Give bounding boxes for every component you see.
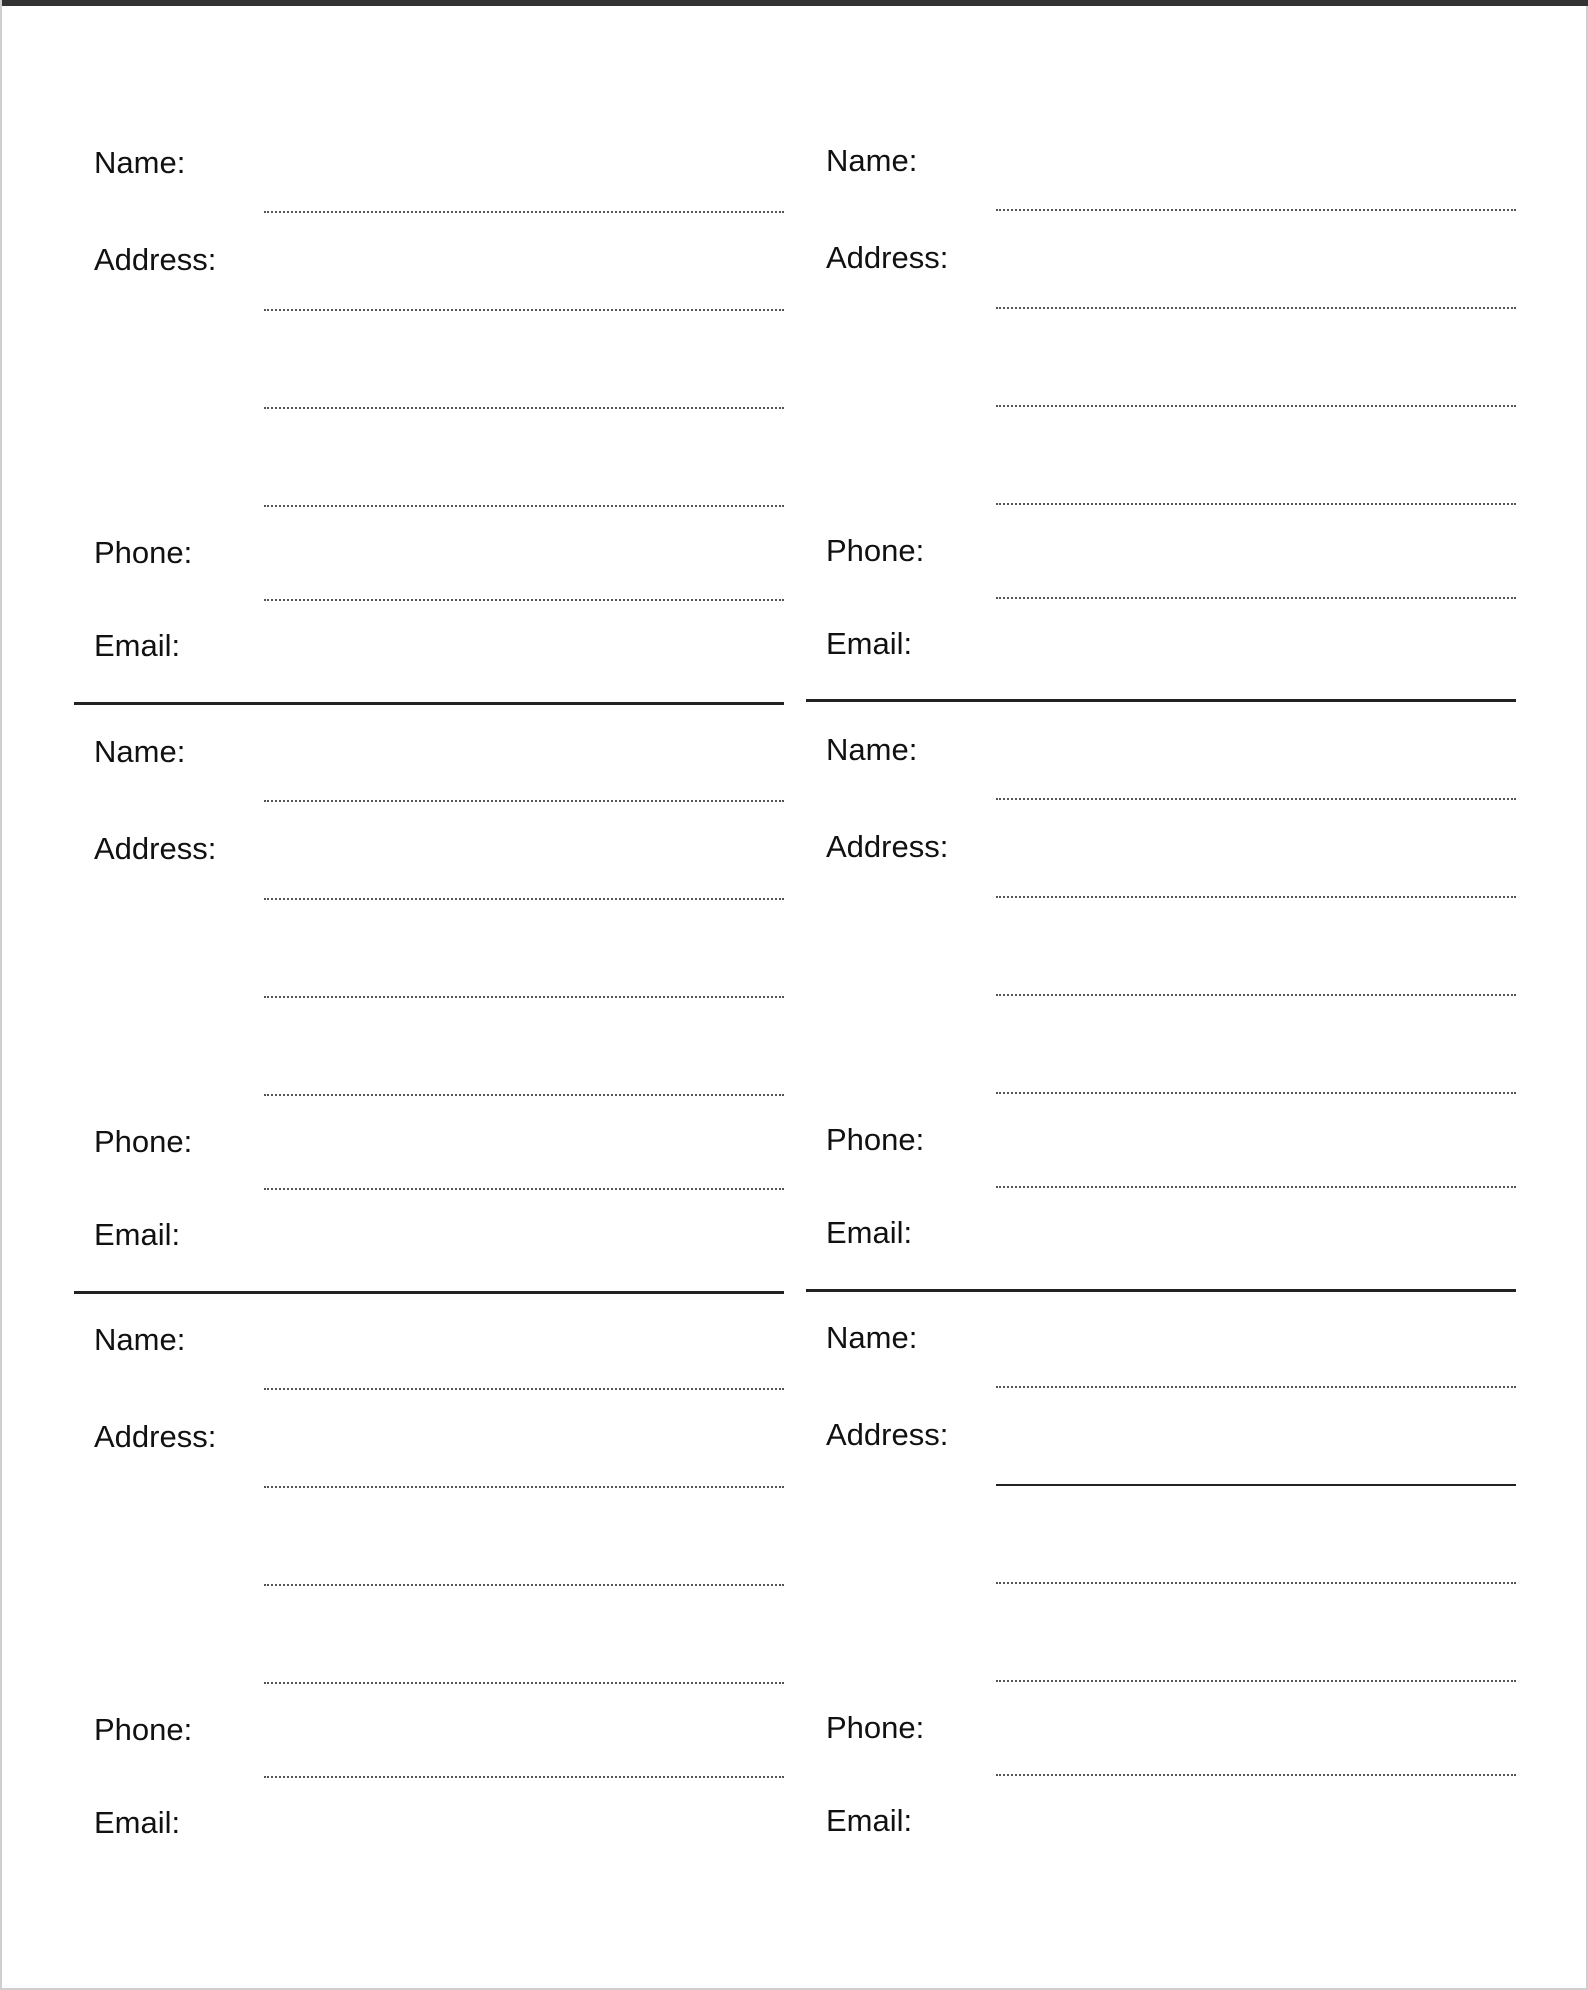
phone-line[interactable]	[264, 1188, 784, 1190]
name-label: Name:	[826, 732, 918, 767]
address-label: Address:	[826, 1417, 949, 1452]
address-line-3[interactable]	[264, 1682, 784, 1684]
name-label: Name:	[94, 734, 186, 769]
window-top-edge	[2, 0, 1588, 6]
phone-line[interactable]	[264, 1776, 784, 1778]
address-label: Address:	[94, 1419, 217, 1454]
separator-line	[806, 1289, 1516, 1292]
address-line-1[interactable]	[264, 1486, 784, 1488]
contact-card-3	[74, 734, 784, 1294]
address-line-1[interactable]	[996, 1484, 1516, 1486]
address-line-2[interactable]	[996, 1582, 1516, 1584]
address-label: Address:	[826, 240, 949, 275]
name-line[interactable]	[264, 1388, 784, 1390]
address-line-2[interactable]	[264, 407, 784, 409]
address-line-1[interactable]	[264, 309, 784, 311]
address-line-3[interactable]	[996, 1680, 1516, 1682]
email-label: Email:	[94, 1217, 181, 1252]
phone-label: Phone:	[94, 1712, 193, 1747]
phone-label: Phone:	[94, 1124, 193, 1159]
name-label: Name:	[826, 143, 918, 178]
address-line-3[interactable]	[996, 1092, 1516, 1094]
address-line-1[interactable]	[996, 307, 1516, 309]
name-line[interactable]	[996, 1386, 1516, 1388]
email-label: Email:	[826, 1215, 913, 1250]
address-label: Address:	[826, 829, 949, 864]
contact-card-5	[74, 1322, 784, 1882]
name-label: Name:	[94, 145, 186, 180]
address-line-2[interactable]	[264, 1584, 784, 1586]
address-line-2[interactable]	[264, 996, 784, 998]
contact-card-1	[74, 145, 784, 705]
phone-label: Phone:	[826, 533, 925, 568]
name-label: Name:	[94, 1322, 186, 1357]
phone-line[interactable]	[264, 599, 784, 601]
separator-line	[74, 1291, 784, 1294]
phone-label: Phone:	[94, 535, 193, 570]
address-line-3[interactable]	[264, 1094, 784, 1096]
address-line-1[interactable]	[996, 896, 1516, 898]
name-line[interactable]	[996, 209, 1516, 211]
email-label: Email:	[826, 626, 913, 661]
address-label: Address:	[94, 242, 217, 277]
name-line[interactable]	[996, 798, 1516, 800]
phone-label: Phone:	[826, 1122, 925, 1157]
contact-card-2	[806, 143, 1516, 703]
separator-line	[806, 699, 1516, 702]
name-line[interactable]	[264, 800, 784, 802]
address-line-3[interactable]	[996, 503, 1516, 505]
contact-card-6	[806, 1320, 1516, 1880]
address-line-2[interactable]	[996, 405, 1516, 407]
phone-label: Phone:	[826, 1710, 925, 1745]
email-label: Email:	[94, 628, 181, 663]
contact-card-4	[806, 732, 1516, 1292]
name-line[interactable]	[264, 211, 784, 213]
address-line-3[interactable]	[264, 505, 784, 507]
address-label: Address:	[94, 831, 217, 866]
address-line-2[interactable]	[996, 994, 1516, 996]
email-label: Email:	[826, 1803, 913, 1838]
address-line-1[interactable]	[264, 898, 784, 900]
phone-line[interactable]	[996, 1774, 1516, 1776]
name-label: Name:	[826, 1320, 918, 1355]
phone-line[interactable]	[996, 1186, 1516, 1188]
email-label: Email:	[94, 1805, 181, 1840]
separator-line	[74, 702, 784, 705]
phone-line[interactable]	[996, 597, 1516, 599]
